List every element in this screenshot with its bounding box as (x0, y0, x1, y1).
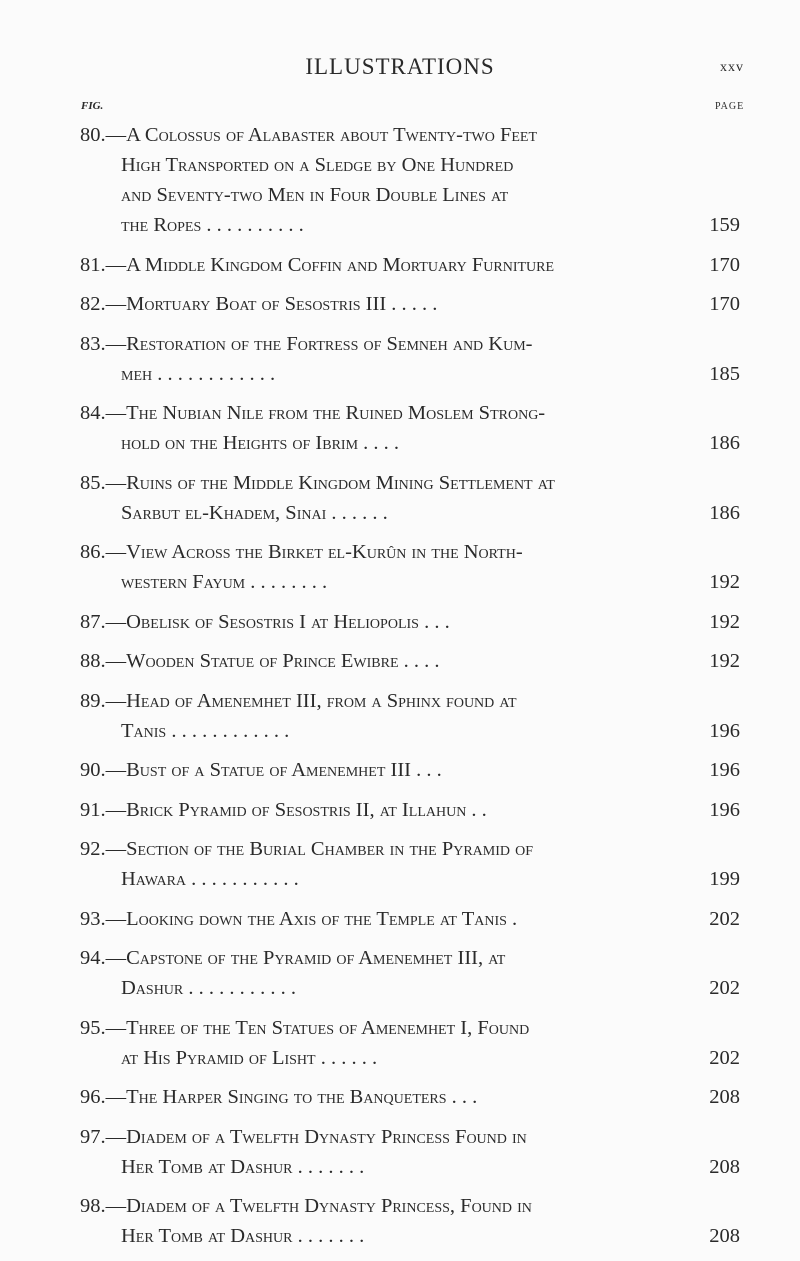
entry-caption-line (80, 250, 740, 280)
entry-figure-number: 94.— (80, 947, 127, 969)
illustration-entry (80, 943, 740, 1003)
entry-caption-line (80, 973, 740, 1003)
entry-caption-text: meh . . . . . . . . . . . . (121, 362, 276, 385)
illustration-entry (80, 686, 740, 746)
entry-page-number: 196 (709, 719, 740, 742)
entry-caption-text: Diadem of a Twelfth Dynasty Princess Found in (126, 1125, 527, 1148)
illustration-entry (80, 834, 740, 894)
entry-caption-text: hold on the Heights of Ibrim . . . . (121, 432, 400, 454)
entry-caption-line (80, 150, 740, 180)
illustration-entry (80, 1013, 740, 1073)
entry-figure-number: 90.— (80, 759, 127, 781)
illustration-entry (80, 646, 740, 676)
entry-caption-text: Bust of a Statue of Amenemhet III . . . (126, 759, 442, 781)
entry-page-number: 192 (709, 571, 740, 593)
illustration-entry (80, 607, 740, 637)
entry-caption-line (80, 468, 740, 498)
entry-caption-text: Dashur . . . . . . . . . . . (121, 977, 297, 999)
entry-caption-line (80, 120, 740, 150)
entry-caption-line (80, 1013, 740, 1043)
entry-caption-line (80, 686, 740, 716)
entry-figure-number: 85.— (80, 471, 127, 494)
illustration-entry (80, 1122, 740, 1182)
entry-caption-line (80, 864, 740, 894)
entry-page-number: 202 (709, 1046, 740, 1069)
entry-page-number: 208 (709, 1155, 740, 1178)
entry-figure-number: 93.— (80, 907, 127, 930)
entry-page-number: 186 (709, 501, 740, 524)
entry-caption-line (80, 180, 740, 210)
entry-caption-line (80, 398, 740, 428)
entry-caption-text: Capstone of the Pyramid of Amenemhet III, at (126, 947, 506, 969)
entry-caption-text: The Nubian Nile from the Ruined Moslem Strong- (126, 402, 546, 424)
running-head-title: ILLUSTRATIONS (305, 54, 495, 79)
entry-page-number: 170 (709, 253, 740, 276)
page-column-label: PAGE (715, 101, 745, 112)
entry-caption-line (80, 607, 740, 637)
entry-page-number: 186 (709, 432, 740, 454)
illustration-entry (80, 398, 740, 458)
entry-caption-line (80, 1152, 740, 1182)
entry-caption-text: Obelisk of Sesostris I at Heliopolis . . . (126, 610, 450, 633)
entry-page-number: 185 (709, 362, 740, 385)
entry-figure-number: 98.— (80, 1195, 127, 1217)
entry-figure-number: 81.— (80, 253, 127, 276)
entry-caption-text: High Transported on a Sledge by One Hundred (121, 154, 514, 176)
entry-figure-number: 82.— (80, 293, 127, 315)
entry-figure-number: 88.— (80, 650, 127, 672)
entry-caption-text: the Ropes . . . . . . . . . . (121, 214, 304, 236)
illustration-entry (80, 537, 740, 597)
entry-figure-number: 95.— (80, 1016, 127, 1039)
entry-caption-text: The Harper Singing to the Banqueters . . . (126, 1086, 478, 1108)
entry-caption-text: Mortuary Boat of Sesostris III . . . . . (126, 293, 438, 315)
entry-caption-text: Restoration of the Fortress of Semneh and Kum- (126, 332, 533, 355)
entry-page-number: 196 (709, 798, 740, 821)
page-folio: xxv (720, 60, 744, 75)
entry-page-number: 192 (709, 650, 740, 672)
entry-figure-number: 86.— (80, 541, 127, 563)
entry-caption-text: Ruins of the Middle Kingdom Mining Settlement at (126, 471, 555, 494)
entry-page-number: 192 (709, 610, 740, 633)
entry-caption-line (80, 834, 740, 864)
illustration-entry (80, 795, 740, 825)
illustration-entry (80, 1191, 740, 1251)
entry-page-number: 208 (709, 1225, 740, 1247)
entry-page-number: 202 (709, 977, 740, 999)
entry-figure-number: 97.— (80, 1125, 127, 1148)
entry-page-number: 202 (709, 907, 740, 930)
entry-caption-line (80, 1221, 740, 1251)
entry-figure-number: 87.— (80, 610, 127, 633)
entry-caption-text: western Fayum . . . . . . . . (121, 571, 328, 593)
entry-caption-text: Tanis . . . . . . . . . . . . (121, 719, 290, 742)
entry-caption-text: View Across the Birket el-Kurûn in the North- (126, 541, 523, 563)
entry-caption-text: Her Tomb at Dashur . . . . . . . (121, 1155, 365, 1178)
entry-figure-number: 91.— (80, 798, 127, 821)
entry-caption-line (80, 646, 740, 676)
entry-page-number: 159 (709, 214, 740, 236)
entry-caption-line (80, 210, 740, 240)
entry-caption-text: Brick Pyramid of Sesostris II, at Illahun . . (126, 798, 487, 821)
entry-caption-text: A Colossus of Alabaster about Twenty-two Feet (126, 124, 538, 146)
entry-page-number: 196 (709, 759, 740, 781)
entry-caption-text: Diadem of a Twelfth Dynasty Princess, Found in (126, 1195, 532, 1217)
illustration-entry (80, 755, 740, 785)
illustration-list (80, 120, 740, 1261)
entry-caption-line (80, 498, 740, 528)
illustration-entry (80, 250, 740, 280)
entry-page-number: 170 (709, 293, 740, 315)
entry-caption-line (80, 716, 740, 746)
entry-caption-line (80, 904, 740, 934)
entry-caption-line (80, 1122, 740, 1152)
entry-figure-number: 92.— (80, 838, 127, 860)
entry-page-number: 208 (709, 1086, 740, 1108)
illustration-entry (80, 904, 740, 934)
entry-caption-text: and Seventy-two Men in Four Double Lines at (121, 184, 509, 206)
entry-page-number: 199 (709, 868, 740, 890)
entry-caption-text: Wooden Statue of Prince Ewibre . . . . (126, 650, 440, 672)
entry-caption-text: Hawara . . . . . . . . . . . (121, 868, 299, 890)
entry-caption-line (80, 567, 740, 597)
entry-caption-line (80, 943, 740, 973)
entry-caption-text: Head of Amenemhet III, from a Sphinx found at (126, 689, 517, 712)
entry-caption-text: Section of the Burial Chamber in the Pyramid of (126, 838, 534, 860)
fig-column-label: FIG. (81, 100, 104, 112)
illustration-entry (80, 1082, 740, 1112)
entry-caption-line (80, 1082, 740, 1112)
entry-figure-number: 83.— (80, 332, 127, 355)
entry-caption-text: Her Tomb at Dashur . . . . . . . (121, 1225, 365, 1247)
entry-caption-line (80, 795, 740, 825)
entry-caption-text: Sarbut el-Khadem, Sinai . . . . . . (121, 501, 388, 524)
entry-figure-number: 80.— (80, 124, 127, 146)
entry-figure-number: 89.— (80, 689, 127, 712)
entry-caption-line (80, 1191, 740, 1221)
entry-caption-line (80, 329, 740, 359)
entry-caption-line (80, 289, 740, 319)
entry-caption-text: at His Pyramid of Lisht . . . . . . (121, 1046, 378, 1069)
entry-caption-line (80, 1043, 740, 1073)
entry-caption-line (80, 537, 740, 567)
entry-caption-text: Three of the Ten Statues of Amenemhet I, Found (126, 1016, 530, 1039)
entry-caption-text: Looking down the Axis of the Temple at Tanis . (126, 907, 518, 930)
illustration-entry (80, 289, 740, 319)
entry-caption-line (80, 755, 740, 785)
illustration-entry (80, 468, 740, 528)
illustration-entry (80, 120, 740, 240)
illustration-entry (80, 329, 740, 389)
entry-caption-line (80, 359, 740, 389)
entry-caption-text: A Middle Kingdom Coffin and Mortuary Furniture (126, 253, 555, 276)
entry-figure-number: 84.— (80, 402, 127, 424)
entry-caption-line (80, 428, 740, 458)
entry-figure-number: 96.— (80, 1086, 127, 1108)
